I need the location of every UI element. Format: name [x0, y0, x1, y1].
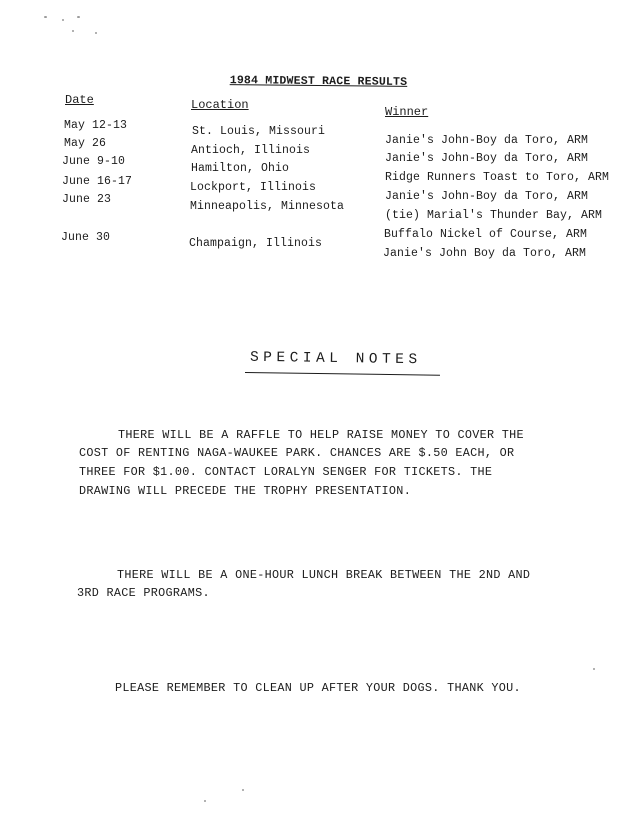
winner-cell: Ridge Runners Toast to Toro, ARM: [385, 171, 610, 184]
scan-speck: [77, 16, 80, 18]
winner-cell: (tie) Marial's Thunder Bay, ARM: [385, 209, 603, 222]
column-header-location: Location: [191, 98, 249, 112]
lunch-note-line: THERE WILL BE A ONE-HOUR LUNCH BREAK BETWEEN THE 2ND AND: [117, 568, 531, 582]
winner-cell: Janie's John-Boy da Toro, ARM: [385, 152, 589, 165]
winner-cell: Janie's John-Boy da Toro, ARM: [385, 134, 589, 147]
date-cell: June 23: [62, 193, 112, 206]
scan-speck: [242, 789, 244, 791]
scan-speck: [44, 16, 47, 18]
heading-underline: [245, 372, 440, 376]
winner-cell: Janie's John Boy da Toro, ARM: [383, 247, 587, 260]
scan-speck: [72, 30, 74, 32]
page-title: 1984 MIDWEST RACE RESULTS: [229, 74, 408, 89]
raffle-note-line: THREE FOR $1.00. CONTACT LORALYN SENGER FOR TICKETS. THE: [79, 465, 493, 479]
raffle-note-line: THERE WILL BE A RAFFLE TO HELP RAISE MONEY TO COVER THE: [118, 428, 524, 442]
location-cell: Minneapolis, Minnesota: [190, 200, 345, 213]
column-header-winner: Winner: [385, 105, 429, 119]
column-header-date: Date: [65, 93, 94, 107]
scan-speck: [62, 19, 64, 21]
location-cell: Hamilton, Ohio: [191, 162, 290, 175]
lunch-note-line: 3RD RACE PROGRAMS.: [77, 586, 210, 600]
scan-speck: [95, 32, 97, 34]
date-cell: June 30: [61, 231, 111, 244]
scan-speck: [593, 668, 595, 670]
winner-cell: Janie's John-Boy da Toro, ARM: [385, 190, 589, 203]
location-cell: Lockport, Illinois: [190, 181, 317, 194]
date-cell: June 16-17: [62, 175, 133, 188]
location-cell: St. Louis, Missouri: [192, 125, 326, 138]
location-cell: Champaign, Illinois: [189, 237, 323, 250]
date-cell: May 12-13: [64, 119, 128, 132]
location-cell: Antioch, Illinois: [191, 144, 311, 157]
scan-speck: [204, 800, 206, 802]
special-notes-heading: SPECIAL NOTES: [249, 349, 422, 369]
winner-cell: Buffalo Nickel of Course, ARM: [384, 228, 588, 241]
raffle-note-line: DRAWING WILL PRECEDE THE TROPHY PRESENTATION.: [79, 484, 412, 498]
date-cell: June 9-10: [62, 155, 126, 168]
cleanup-note: PLEASE REMEMBER TO CLEAN UP AFTER YOUR DOGS. THANK YOU.: [115, 681, 521, 695]
raffle-note-line: COST OF RENTING NAGA-WAUKEE PARK. CHANCES ARE $.50 EACH, OR: [79, 446, 515, 460]
date-cell: May 26: [64, 137, 107, 150]
